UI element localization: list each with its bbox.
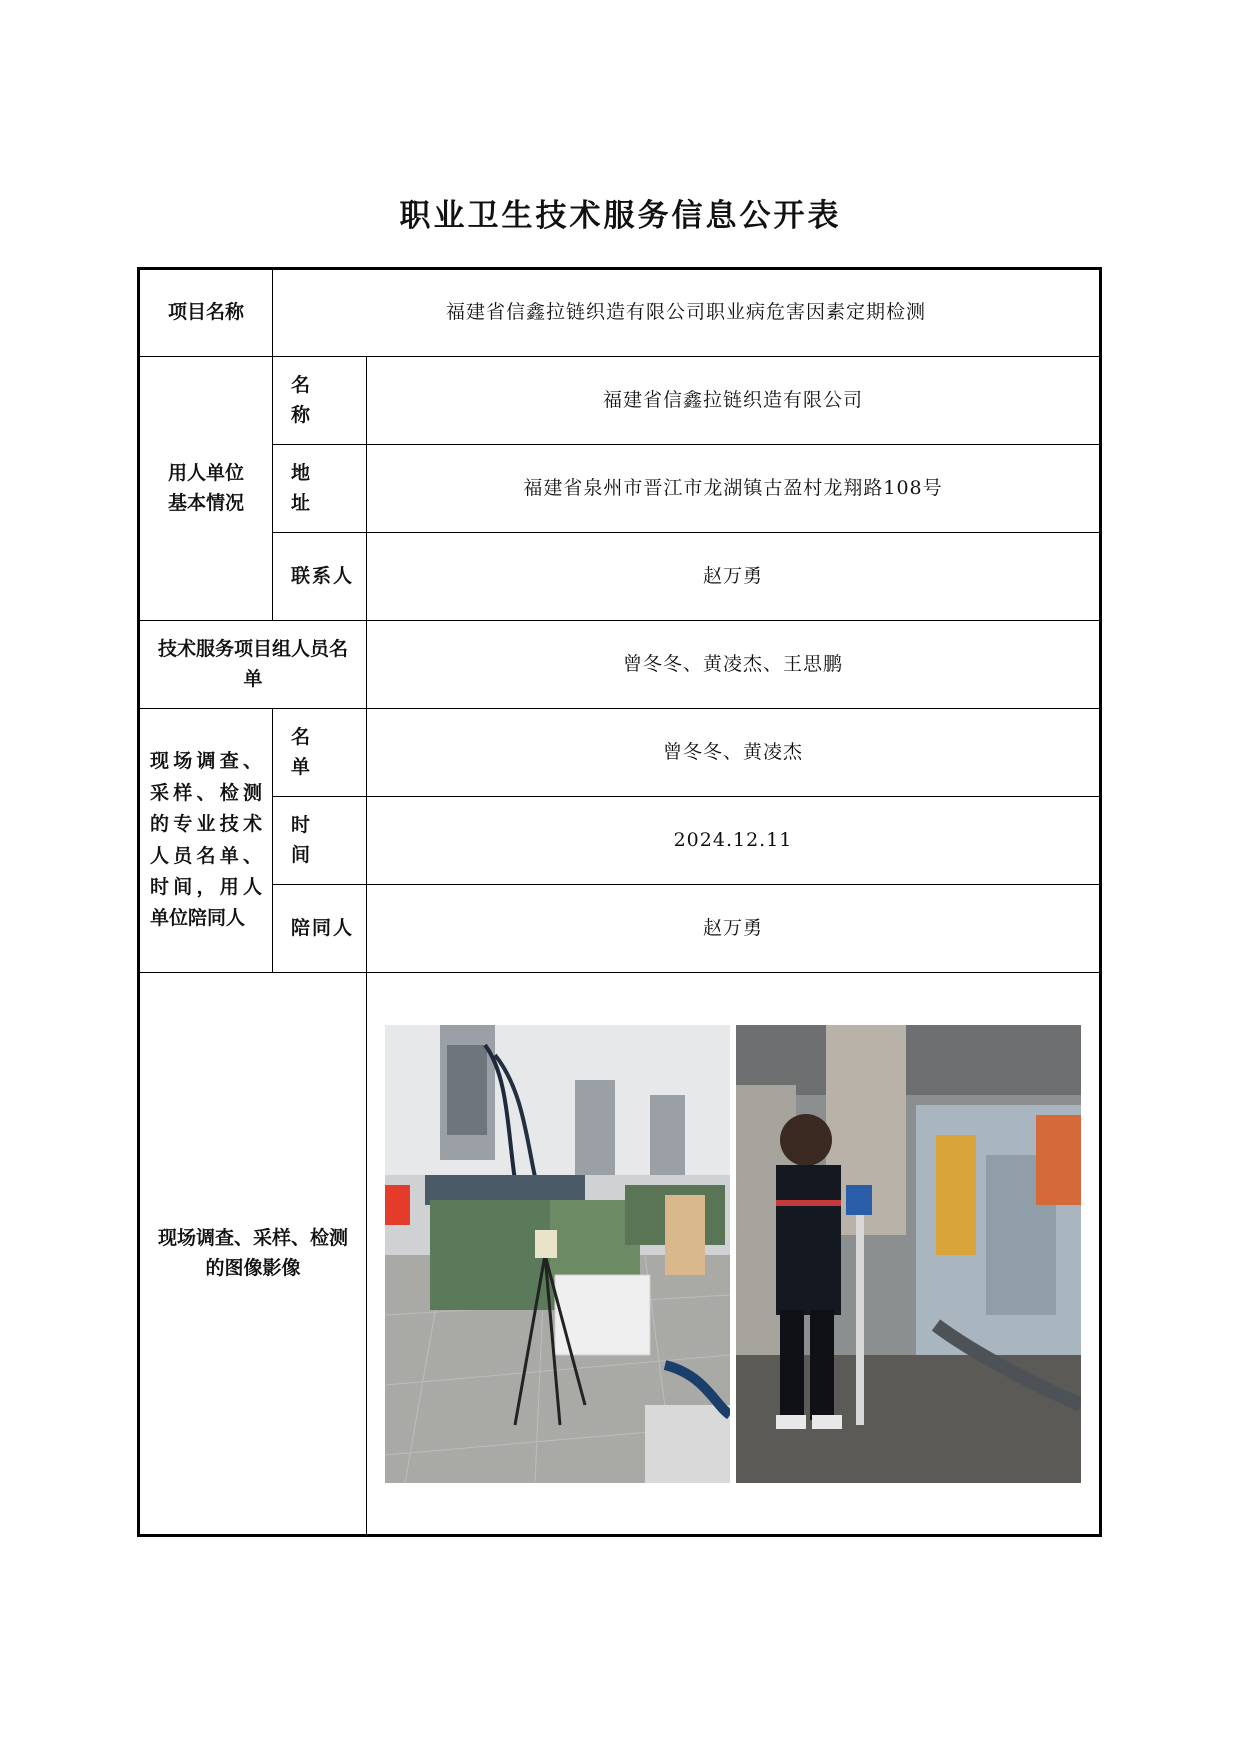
images-cell [367,973,1101,1536]
table-row [139,885,1101,973]
employer-contact-value: 赵万勇 [367,533,1101,621]
field-staff-label-text: 现场调查、采样、检测的专业技术人员名单、时间，用人单位陪同人 [150,750,262,930]
team-label [139,621,367,709]
project-name-value: 福建省信鑫拉链织造有限公司职业病危害因素定期检测 [273,269,1101,357]
field-list-label: 名 单 [273,709,367,797]
table-row [139,621,1101,709]
field-time-label: 时 间 [273,797,367,885]
employer-name-value: 福建省信鑫拉链织造有限公司 [367,357,1101,445]
table-row [139,269,1101,357]
employer-contact-label: 联系人 [273,533,367,621]
employer-name-label: 名 称 [273,357,367,445]
info-table [137,267,1102,1537]
employer-info-label [139,357,273,621]
table-row [139,709,1101,797]
site-photo-1 [385,1025,730,1483]
employer-address-label: 地 址 [273,445,367,533]
images-label [139,973,367,1536]
employer-address-value: 福建省泉州市晋江市龙湖镇古盈村龙翔路108号 [367,445,1101,533]
images-label-text: 现场调查、采样、检测的图像影像 [157,1227,348,1279]
photo-row [373,1025,1093,1483]
field-escort-label: 陪同人 [273,885,367,973]
table-row [139,533,1101,621]
site-photo-1-image [385,1025,730,1483]
team-value: 曾冬冬、黄凌杰、王思鹏 [367,621,1101,709]
table-row [139,973,1101,1536]
project-name-label: 项目名称 [139,269,273,357]
table-row [139,445,1101,533]
team-label-text: 技术服务项目组人员名单 [157,638,348,690]
site-photo-2-image [736,1025,1081,1483]
field-time-value: 2024.12.11 [367,797,1101,885]
page-title: 职业卫生技术服务信息公开表 [399,198,842,234]
site-photo-2 [736,1025,1081,1483]
table-row [139,357,1101,445]
table-row [139,797,1101,885]
field-staff-label [139,709,273,973]
field-list-value: 曾冬冬、黄凌杰 [367,709,1101,797]
employer-info-label-text: 用人单位基本情况 [167,462,244,514]
field-escort-value: 赵万勇 [367,885,1101,973]
